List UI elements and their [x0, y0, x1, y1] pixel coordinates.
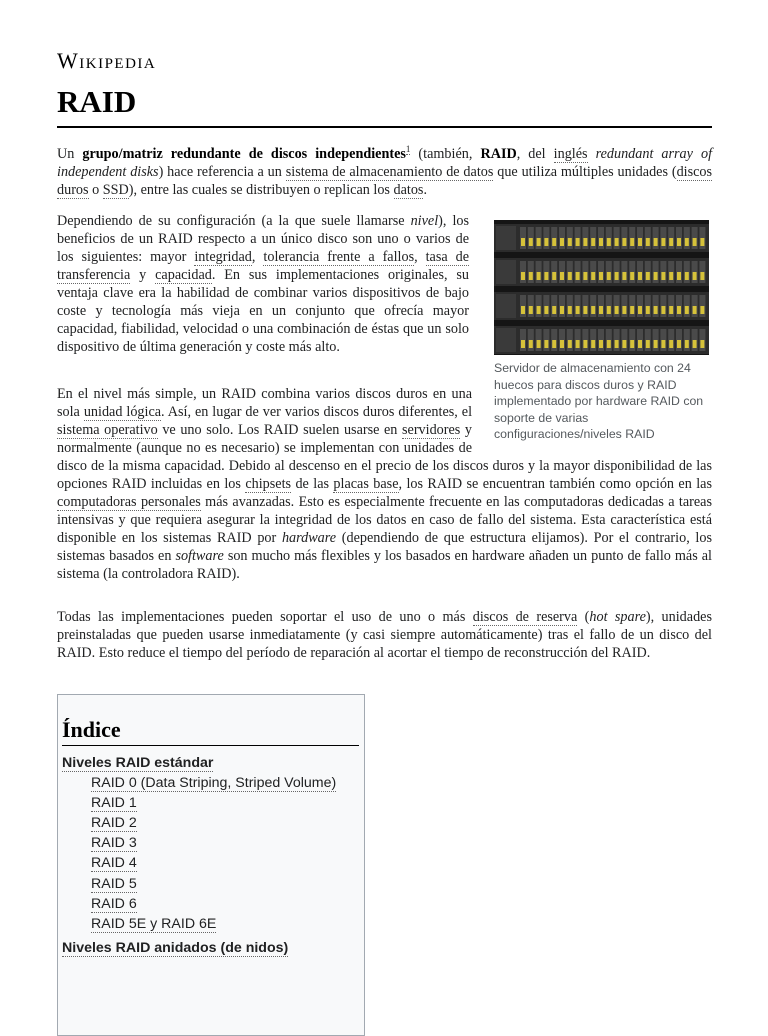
- italic-term: hardware: [281, 530, 337, 546]
- text: ve uno solo. Los RAID suelen usarse en: [157, 422, 402, 438]
- text: más avanzadas. Esto es especialmente frecuente en las computadoras dedicadas a tareas intensivas y que requiera asegurar la integridad de los datos en caso de fallo del sistema. Esta característica está disponible en los sistemas RAID por: [57, 494, 712, 546]
- table-of-contents: [57, 694, 365, 1036]
- intro-paragraph: [57, 145, 712, 199]
- hot-spare-paragraph: [57, 608, 712, 662]
- toc-divider: [62, 745, 359, 746]
- link-tolerancia-fallos[interactable]: tolerancia frente a fallos: [263, 249, 415, 265]
- page-title: RAID: [57, 84, 137, 119]
- text: .: [423, 182, 427, 198]
- text: Todas las implementaciones pueden soportar el uso de uno o más: [57, 609, 473, 625]
- toc-title: Índice: [62, 717, 121, 742]
- reference-link[interactable]: 1: [405, 144, 411, 155]
- toc-section-standard[interactable]: [62, 753, 336, 773]
- toc-item[interactable]: [62, 793, 336, 813]
- toc-item[interactable]: [62, 833, 336, 853]
- toc-item-label: RAID 0 (Data Striping, Striped Volume): [91, 775, 337, 792]
- toc-item[interactable]: [62, 813, 336, 833]
- link-unidad-logica[interactable]: unidad lógica: [83, 404, 162, 420]
- link-chipsets[interactable]: chipsets: [245, 476, 292, 492]
- toc-item[interactable]: [62, 874, 336, 894]
- text: ) hace referencia a un: [158, 164, 286, 180]
- link-datos[interactable]: datos: [393, 182, 424, 198]
- toc-section-nested[interactable]: [62, 938, 336, 958]
- toc-item-label: RAID 4: [91, 855, 137, 872]
- bold-term: RAID: [480, 146, 517, 162]
- text: , del: [516, 146, 554, 162]
- italic-term: nivel: [410, 213, 439, 229]
- config-paragraph: [57, 212, 469, 356]
- text: ), entre las cuales se distribuyen o replican los: [128, 182, 394, 198]
- italic-term: redundant array of independent disks: [57, 146, 713, 180]
- link-placas-base[interactable]: placas base: [333, 476, 399, 492]
- text: Un: [57, 146, 83, 162]
- link-capacidad[interactable]: capacidad: [155, 267, 212, 283]
- text: y normalmente (aunque no es necesario) se implementan con unidades de disco de la misma capacidad. Debido al descenso en el precio de los discos duros y la mayor disponibilidad de las opciones RAID incluidas en los: [57, 422, 712, 492]
- toc-item-label: RAID 5E y RAID 6E: [91, 915, 217, 932]
- text: (: [577, 609, 590, 625]
- italic-term: hot spare: [589, 609, 646, 625]
- text: (también,: [410, 146, 481, 162]
- link-discos-duros[interactable]: discos duros: [57, 164, 713, 198]
- toc-item-label: RAID 3: [91, 835, 137, 852]
- link-ssd[interactable]: SSD: [102, 182, 129, 198]
- text: Dependiendo de su configuración (a la que suele llamarse: [57, 213, 411, 229]
- text: ,: [251, 249, 264, 265]
- link-sistema-almacenamiento[interactable]: sistema de almacenamiento de datos: [285, 164, 494, 180]
- link-computadoras-personales[interactable]: computadoras personales: [57, 494, 201, 510]
- simple-level-paragraph: [57, 385, 712, 583]
- text: de las: [291, 476, 334, 492]
- text: o: [88, 182, 103, 198]
- float-spacer: [472, 385, 712, 457]
- toc-item[interactable]: [62, 914, 336, 934]
- toc-item[interactable]: [62, 773, 336, 793]
- storage-server-image[interactable]: [494, 220, 709, 355]
- toc-item[interactable]: [62, 894, 336, 914]
- title-divider: [57, 126, 712, 128]
- text: . Así, en lugar de ver varios discos duros diferentes, el: [161, 404, 473, 420]
- link-integridad[interactable]: integridad: [194, 249, 252, 265]
- link-discos-reserva[interactable]: discos de reserva: [472, 609, 578, 625]
- text: , los RAID se encuentran también como opción en las: [398, 476, 712, 492]
- text: que utiliza múltiples unidades (: [493, 164, 677, 180]
- italic-term: software: [175, 548, 224, 564]
- text: y: [130, 267, 156, 283]
- toc-item-label: RAID 2: [91, 815, 137, 832]
- wikipedia-wordmark[interactable]: Wikipedia: [57, 48, 157, 73]
- toc-section-label: Niveles RAID anidados (de nidos): [62, 939, 289, 956]
- toc-item-label: RAID 5: [91, 875, 137, 892]
- text: . En sus implementaciones originales, su ventaja clave era la habilidad de combinar varios dispositivos de bajo coste y tecnología más vieja en un conjunto que ofrecía mayor capacidad, fiabilidad, velocidad o una combinación de éstas que un solo dispositivo de última generación y coste más alto.: [57, 267, 470, 355]
- link-ingles[interactable]: inglés: [553, 146, 588, 162]
- text: (dependiendo de que estructura elijamos). Por el contrario, los sistemas basados en: [57, 530, 712, 564]
- link-servidores[interactable]: servidores: [402, 422, 461, 438]
- text: ), los beneficios de un RAID respecto a un único disco son uno o varios de los siguientes: mayor: [57, 213, 470, 265]
- text: [588, 146, 596, 162]
- link-sistema-operativo[interactable]: sistema operativo: [57, 422, 158, 438]
- figure-caption: Servidor de almacenamiento con 24 huecos para discos duros y RAID implementado por hardware RAID con soporte de varias configuraciones/niveles RAID: [494, 361, 704, 441]
- text: ,: [414, 249, 426, 265]
- text: En el nivel más simple, un RAID combina varios discos duros en una sola: [57, 386, 472, 420]
- toc-item-label: RAID 6: [91, 895, 137, 912]
- toc-list: [62, 753, 336, 958]
- text: ), unidades preinstaladas que pueden usarse inmediatamente (y casi siempre automáticamente) tras el fallo de un disco del RAID. Esto reduce el tiempo del período de reparación al acortar el tiempo de reconstrucción del RAID.: [57, 609, 712, 661]
- toc-section-label: Niveles RAID estándar: [62, 755, 214, 771]
- text: son mucho más flexibles y los basados en hardware añaden un punto de fallo más al sistema (la controladora RAID).: [57, 548, 712, 582]
- toc-item-label: RAID 1: [91, 795, 137, 812]
- toc-item[interactable]: [62, 853, 336, 873]
- bold-term: grupo/matriz redundante de discos independientes: [82, 146, 406, 162]
- link-tasa-transferencia[interactable]: tasa de transferencia: [57, 249, 470, 283]
